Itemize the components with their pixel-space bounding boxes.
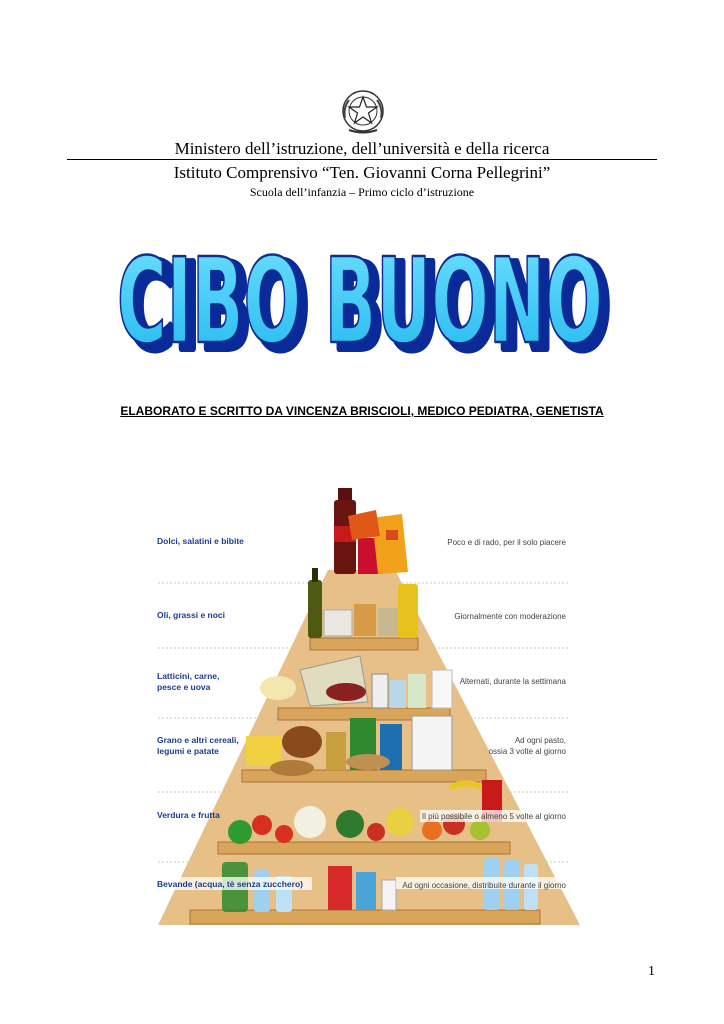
pyramid-row-2-label: Oli, grassi e noci <box>157 610 226 620</box>
pyramid-row-4-label: Grano e altri cereali, legumi e patate <box>157 735 239 756</box>
header-divider <box>67 159 657 160</box>
author-line: ELABORATO E SCRITTO DA VINCENZA BRISCIOLI, MEDICO PEDIATRA, GENETISTA <box>120 404 604 418</box>
title-word-art <box>100 218 620 378</box>
school-subtitle: Scuola dell’infanzia – Primo ciclo d’istruzione <box>249 185 475 199</box>
republic-emblem-icon <box>339 86 387 136</box>
pyramid-row-4-note: Ad ogni pasto, ossia 3 volte al giorno <box>488 736 566 756</box>
ministry-heading: Ministero dell’istruzione, dell’università e della ricerca <box>174 139 550 158</box>
pyramid-row-1-label: Dolci, salatini e bibite <box>157 536 244 546</box>
pyramid-row-5-label: Verdura e frutta <box>157 810 220 820</box>
pyramid-row-2-note: Giornalmente con moderazione <box>454 612 566 621</box>
pyramid-row-3-note: Alternati, durante la settimana <box>459 677 566 686</box>
page-number: 1 <box>648 964 655 979</box>
title-shadow: CIBO BUONO <box>125 238 611 376</box>
pyramid-row-3-label: Latticini, carne, pesce e uova <box>157 671 220 692</box>
school-name: Istituto Comprensivo “Ten. Giovanni Corna Pellegrini” <box>173 163 551 182</box>
pyramid-row-1-note: Poco e di rado, per il solo piacere <box>447 538 566 547</box>
pyramid-row-6-label: Bevande (acqua, tè senza zucchero) <box>157 879 303 889</box>
title-text: CIBO BUONO <box>117 232 603 370</box>
pyramid-row-6-note: Ad ogni occasione, distribuite durante il giorno <box>402 881 566 890</box>
pyramid-row-5-note: Il più possibile o almeno 5 volte al giorno <box>421 812 566 821</box>
